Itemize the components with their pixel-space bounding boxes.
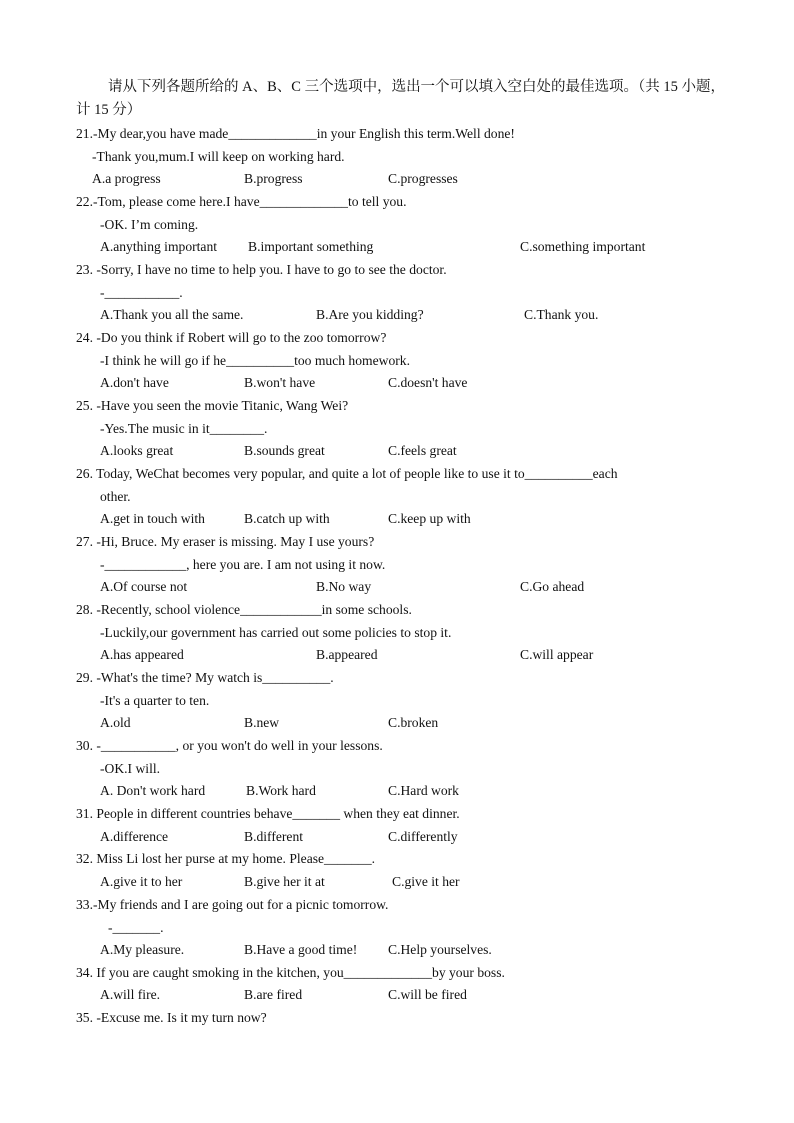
q34-option-b: B.are fired [244, 987, 303, 1002]
q33-option-b: B.Have a good time! [244, 942, 358, 957]
q27-option-b: B.No way [316, 579, 372, 594]
q21-option-b: B.progress [244, 171, 303, 186]
q26-continuation: other. [100, 489, 131, 504]
q28-option-b: B.appeared [316, 647, 378, 662]
q29-option-c: C.broken [388, 715, 439, 730]
q24-option-c: C.doesn't have [388, 375, 468, 390]
q27-option-c: C.Go ahead [520, 579, 585, 594]
q30-reply: -OK.I will. [100, 761, 161, 776]
q32-option-b: B.give her it at [244, 874, 325, 889]
q22-stem: 22.-Tom, please come here.I have_____________to tell you. [76, 194, 407, 209]
q32-stem: 32. Miss Li lost her purse at my home. Please_______. [76, 851, 376, 866]
q28-option-c: C.will appear [520, 647, 594, 662]
q23-stem: 23. -Sorry, I have no time to help you. I have to go to see the doctor. [76, 262, 447, 277]
q25-option-b: B.sounds great [244, 443, 325, 458]
q30-stem: 30. -___________, or you won't do well in your lessons. [76, 738, 383, 753]
q25-option-c: C.feels great [388, 443, 457, 458]
q33-stem: 33.-My friends and I are going out for a picnic tomorrow. [76, 897, 389, 912]
q21-reply: -Thank you,mum.I will keep on working hard. [92, 149, 345, 164]
q31-option-b: B.different [244, 829, 304, 844]
q24-option-a: A.don't have [100, 375, 169, 390]
q21-option-c: C.progresses [388, 171, 458, 186]
q32-option-a: A.give it to her [100, 874, 183, 889]
q25-stem: 25. -Have you seen the movie Titanic, Wang Wei? [76, 398, 349, 413]
q22-option-a: A.anything important [100, 239, 218, 254]
q33-option-a: A.My pleasure. [100, 942, 185, 957]
q33-option-c: C.Help yourselves. [388, 942, 492, 957]
q27-stem: 27. -Hi, Bruce. My eraser is missing. May I use yours? [76, 534, 375, 549]
q31-option-a: A.difference [100, 829, 169, 844]
q30-option-a: A. Don't work hard [100, 783, 206, 798]
q23-option-c: C.Thank you. [524, 307, 599, 322]
q25-reply: -Yes.The music in it________. [100, 421, 268, 436]
q34-stem: 34. If you are caught smoking in the kitchen, you_____________by your boss. [76, 965, 505, 980]
q22-option-c: C.something important [520, 239, 646, 254]
q34-option-c: C.will be fired [388, 987, 467, 1002]
q23-reply: -___________. [100, 285, 183, 300]
q25-option-a: A.looks great [100, 443, 174, 458]
q21-stem: 21.-My dear,you have made_____________in your English this term.Well done! [76, 126, 515, 141]
q26-option-b: B.catch up with [244, 511, 330, 526]
q35-stem: 35. -Excuse me. Is it my turn now? [76, 1010, 267, 1025]
q27-reply: -____________, here you are. I am not using it now. [100, 557, 386, 572]
q30-option-c: C.Hard work [388, 783, 459, 798]
q29-option-b: B.new [244, 715, 280, 730]
q29-stem: 29. -What's the time? My watch is__________. [76, 670, 334, 685]
q30-option-b: B.Work hard [246, 783, 316, 798]
instructions: 请从下列各题所给的 A、B、C 三个选项中，选出一个可以填入空白处的最佳选项。（共 15 小题，计 15 分） [76, 79, 726, 118]
q24-option-b: B.won't have [244, 375, 316, 390]
q23-option-a: A.Thank you all the same. [100, 307, 244, 322]
q26-option-a: A.get in touch with [100, 511, 205, 526]
q21-option-a: A.a progress [92, 171, 161, 186]
q31-option-c: C.differently [388, 829, 458, 844]
q23-option-b: B.Are you kidding? [316, 307, 424, 322]
q29-option-a: A.old [100, 715, 131, 730]
q31-stem: 31. People in different countries behave_______ when they eat dinner. [76, 806, 460, 821]
q27-option-a: A.Of course not [100, 579, 188, 594]
q28-stem: 28. -Recently, school violence____________in some schools. [76, 602, 412, 617]
q34-option-a: A.will fire. [100, 987, 161, 1002]
q26-option-c: C.keep up with [388, 511, 471, 526]
q29-reply: -It's a quarter to ten. [100, 693, 210, 708]
q22-option-b: B.important something [248, 239, 374, 254]
q24-stem: 24. -Do you think if Robert will go to the zoo tomorrow? [76, 330, 387, 345]
q22-reply: -OK. I’m coming. [100, 217, 199, 232]
q32-option-c: C.give it her [392, 874, 460, 889]
q33-reply: -_______. [108, 920, 164, 935]
q28-reply: -Luckily,our government has carried out some policies to stop it. [100, 625, 452, 640]
q24-reply: -I think he will go if he__________too much homework. [100, 353, 410, 368]
q26-stem: 26. Today, WeChat becomes very popular, and quite a lot of people like to use it to__________each [76, 466, 618, 481]
q28-option-a: A.has appeared [100, 647, 184, 662]
